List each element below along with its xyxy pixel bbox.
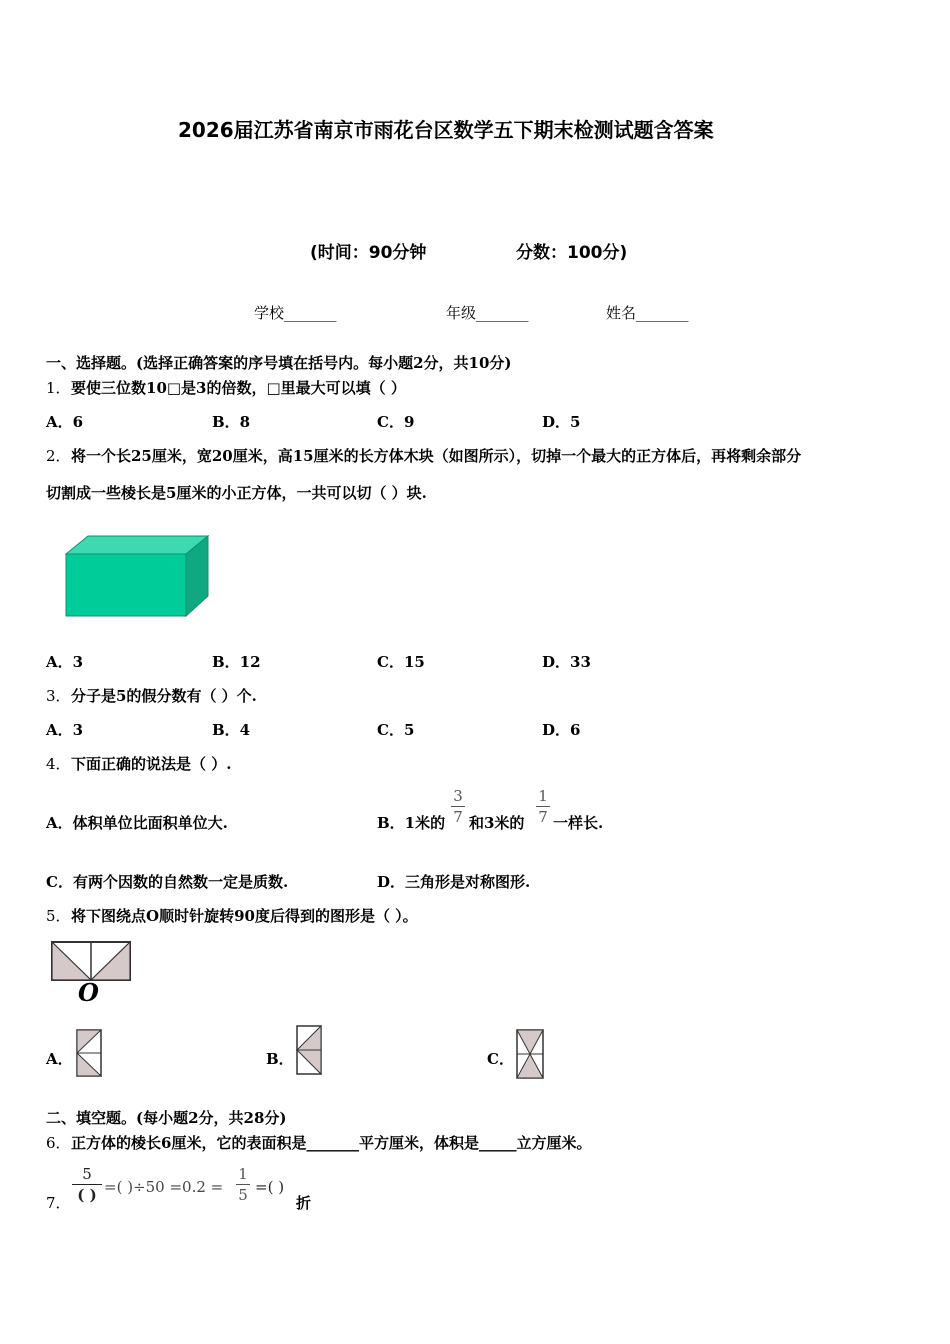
fraction-bar bbox=[451, 806, 465, 807]
q2-option-c: C．15 bbox=[377, 653, 425, 671]
q7-suffix: 折 bbox=[296, 1194, 312, 1212]
q7-number: 7． bbox=[46, 1194, 71, 1212]
q5-option-c: C． bbox=[487, 1050, 514, 1068]
page-title: 2026届江苏省南京市雨花台区数学五下期末检测试题含答案 bbox=[178, 118, 714, 142]
q7-fraction-1-5 bbox=[236, 1166, 250, 1203]
q1-text: 要使三位数10□是3的倍数，□里最大可以填（ ） bbox=[71, 379, 406, 397]
name-field: 姓名_______ bbox=[606, 304, 689, 322]
q4-option-d: D．三角形是对称图形. bbox=[377, 873, 531, 891]
fraction-denominator: 5 bbox=[238, 1186, 248, 1204]
q2-text-line1: 将一个长25厘米，宽20厘米，高15厘米的长方体木块（如图所示），切掉一个最大的正方体后，再将剩余部分 bbox=[71, 447, 802, 465]
fraction-denominator: 7 bbox=[453, 808, 463, 826]
exam-time: (时间：90分钟 bbox=[310, 243, 427, 263]
q3-option-d: D．6 bbox=[542, 721, 581, 739]
q1-option-b: B．8 bbox=[212, 413, 251, 431]
q5-option-b: B． bbox=[266, 1050, 294, 1068]
q1-option-d: D．5 bbox=[542, 413, 581, 431]
q5-number: 5． bbox=[46, 907, 71, 925]
q4-option-b-suffix: 一样长. bbox=[553, 814, 604, 832]
q4-option-c: C．有两个因数的自然数一定是质数. bbox=[46, 873, 289, 891]
q2-option-a: A．3 bbox=[46, 653, 84, 671]
grade-field: 年级_______ bbox=[446, 304, 529, 322]
q2-number: 2． bbox=[46, 447, 71, 465]
q1-option-a: A．6 bbox=[46, 413, 84, 431]
q3-text: 分子是5的假分数有（ ）个. bbox=[71, 687, 257, 705]
q4-fraction-3-7 bbox=[451, 788, 465, 825]
fraction-numerator: 5 bbox=[82, 1165, 92, 1183]
school-field: 学校_______ bbox=[254, 304, 337, 322]
q4-number: 4． bbox=[46, 755, 71, 773]
q2-option-b: B．12 bbox=[212, 653, 261, 671]
q5-option-a: A． bbox=[46, 1050, 73, 1068]
q7-fraction-5-blank bbox=[72, 1166, 102, 1203]
section1-heading: 一、选择题。(选择正确答案的序号填在括号内。每小题2分，共10分) bbox=[46, 354, 512, 372]
fraction-denominator: 7 bbox=[538, 808, 548, 826]
fraction-numerator: 3 bbox=[453, 787, 463, 805]
q3-option-a: A．3 bbox=[46, 721, 84, 739]
q1-number: 1． bbox=[46, 379, 71, 397]
q5-option-b-figure bbox=[294, 1024, 324, 1076]
point-o-label: O bbox=[78, 978, 99, 1007]
q1-option-c: C．9 bbox=[377, 413, 415, 431]
section2-heading: 二、填空题。(每小题2分，共28分) bbox=[46, 1109, 287, 1127]
q3-option-b: B．4 bbox=[212, 721, 251, 739]
q3-number: 3． bbox=[46, 687, 71, 705]
q4-option-b-prefix: B．1米的 bbox=[377, 814, 446, 832]
q3-option-c: C．5 bbox=[377, 721, 415, 739]
fraction-bar bbox=[72, 1184, 102, 1185]
q2-option-d: D．33 bbox=[542, 653, 591, 671]
q2-text-line2: 切割成一些棱长是5厘米的小正方体，一共可以切（ ）块. bbox=[46, 484, 427, 502]
q5-option-c-figure bbox=[514, 1028, 546, 1080]
q7-expression-end: =( ) bbox=[255, 1178, 285, 1196]
fraction-bar bbox=[536, 806, 550, 807]
fraction-bar bbox=[236, 1184, 250, 1185]
fraction-numerator: 1 bbox=[538, 787, 548, 805]
q5-text: 将下图绕点O顺时针旋转90度后得到的图形是（ ）。 bbox=[71, 907, 418, 925]
q4-option-b-middle: 和3米的 bbox=[469, 814, 525, 832]
q4-option-a: A．体积单位比面积单位大. bbox=[46, 814, 228, 832]
q5-option-a-figure bbox=[74, 1028, 104, 1080]
q4-fraction-1-7 bbox=[536, 788, 550, 825]
q4-text: 下面正确的说法是（ ）. bbox=[71, 755, 232, 773]
q6-text: 正方体的棱长6厘米，它的表面积是_______平方厘米，体积是_____立方厘米。 bbox=[71, 1134, 592, 1152]
fraction-denominator: ( ) bbox=[77, 1186, 97, 1204]
fraction-numerator: 1 bbox=[238, 1165, 248, 1183]
cuboid-figure bbox=[62, 532, 212, 622]
q7-expression: =( )÷50 =0.2 = bbox=[104, 1178, 224, 1196]
q6-number: 6． bbox=[46, 1134, 71, 1152]
exam-score: 分数：100分) bbox=[516, 243, 628, 263]
